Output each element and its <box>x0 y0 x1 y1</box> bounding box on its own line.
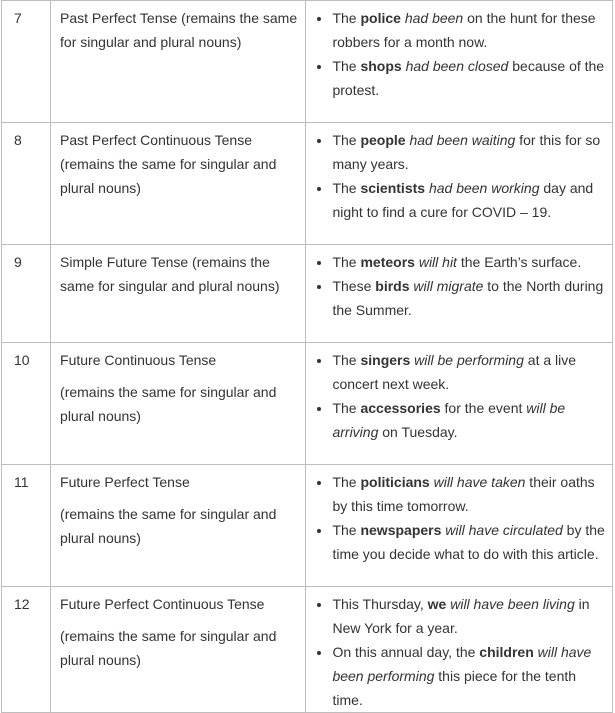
list-item: • The police had been on the hunt for these robbers for a month now. <box>332 6 606 54</box>
tense-name: Simple Future Tense (remains the same for singular and plural nouns) <box>60 254 280 294</box>
verb-phrase: will hit <box>418 254 457 270</box>
tense-cell <box>51 245 306 343</box>
row-number: 9 <box>14 254 22 270</box>
noun: police <box>360 10 401 26</box>
noun: we <box>427 596 447 612</box>
examples-cell <box>306 465 613 587</box>
list-item: • The singers will be performing at a live concert next week. <box>332 348 606 396</box>
tense-cell <box>51 343 306 465</box>
noun: birds <box>375 278 410 294</box>
example-list <box>306 343 612 444</box>
examples-cell <box>306 123 613 245</box>
example-list <box>306 1 612 102</box>
number-cell <box>2 465 51 587</box>
table-row <box>2 587 613 713</box>
tense-name: Future Perfect Continuous Tense <box>60 596 265 612</box>
row-number: 10 <box>14 352 30 368</box>
tense-note: (remains the same for singular and plural nouns) <box>60 628 277 668</box>
table-row <box>2 123 613 245</box>
verb-phrase: had been waiting <box>409 132 516 148</box>
example-list <box>306 465 612 566</box>
noun: meteors <box>360 254 415 270</box>
tense-note: (remains the same for singular and plural nouns) <box>60 384 277 424</box>
noun: children <box>479 644 534 660</box>
noun: newspapers <box>360 522 442 538</box>
tense-cell <box>51 465 306 587</box>
table-row <box>2 343 613 465</box>
table-row <box>2 1 613 123</box>
number-cell <box>2 343 51 465</box>
noun: scientists <box>360 180 426 196</box>
verb-phrase: had been working <box>428 180 540 196</box>
tense-name: Future Continuous Tense <box>60 352 217 368</box>
verb-phrase: had been <box>404 10 464 26</box>
verb-phrase: will be performing <box>414 352 524 368</box>
tense-name: Past Perfect Tense (remains the same for singular and plural nouns) <box>60 10 298 50</box>
tense-name: Future Perfect Tense <box>60 474 190 490</box>
row-number: 12 <box>14 596 30 612</box>
list-item: • The politicians will have taken their oaths by this time tomorrow. <box>332 470 606 518</box>
verb-phrase: will have circulated <box>445 522 563 538</box>
examples-cell <box>306 1 613 123</box>
row-number: 7 <box>14 10 22 26</box>
row-number: 11 <box>14 474 29 490</box>
example-list <box>306 123 612 224</box>
noun: politicians <box>360 474 430 490</box>
verb-phrase: had been closed <box>405 58 509 74</box>
list-item: • This Thursday, we will have been living in New York for a year. <box>332 592 606 640</box>
tense-cell <box>51 1 306 123</box>
noun: shops <box>360 58 402 74</box>
list-item: • The scientists had been working day and night to find a cure for COVID – 19. <box>332 176 606 224</box>
list-item: • The shops had been closed because of the protest. <box>332 54 606 102</box>
noun: accessories <box>360 400 441 416</box>
row-number: 8 <box>14 132 22 148</box>
list-item: • The people had been waiting for this for so many years. <box>332 128 606 176</box>
table-row <box>2 465 613 587</box>
tense-cell <box>51 123 306 245</box>
verb-phrase: will migrate <box>413 278 484 294</box>
example-list <box>306 245 612 322</box>
examples-cell <box>306 587 613 713</box>
examples-cell <box>306 343 613 465</box>
noun: people <box>360 132 406 148</box>
tense-table <box>1 0 613 713</box>
tense-cell <box>51 587 306 713</box>
list-item: • On this annual day, the children will have been performing this piece for the tenth time. <box>332 640 606 712</box>
number-cell <box>2 245 51 343</box>
verb-phrase: will be arriving <box>332 400 566 440</box>
verb-phrase: will have taken <box>433 474 526 490</box>
example-list <box>306 587 612 712</box>
list-item: • These birds will migrate to the North during the Summer. <box>332 274 606 322</box>
number-cell <box>2 123 51 245</box>
list-item: • The meteors will hit the Earth’s surface. <box>332 250 606 274</box>
tense-name: Past Perfect Continuous Tense (remains the same for singular and plural nouns) <box>60 132 277 196</box>
number-cell <box>2 1 51 123</box>
list-item: • The accessories for the event will be arriving on Tuesday. <box>332 396 606 444</box>
verb-phrase: will have been living <box>450 596 575 612</box>
number-cell <box>2 587 51 713</box>
list-item: • The newspapers will have circulated by the time you decide what to do with this article. <box>332 518 606 566</box>
examples-cell <box>306 245 613 343</box>
tense-note: (remains the same for singular and plural nouns) <box>60 506 277 546</box>
noun: singers <box>360 352 411 368</box>
verb-phrase: will have been performing <box>332 644 592 684</box>
table-row <box>2 245 613 343</box>
